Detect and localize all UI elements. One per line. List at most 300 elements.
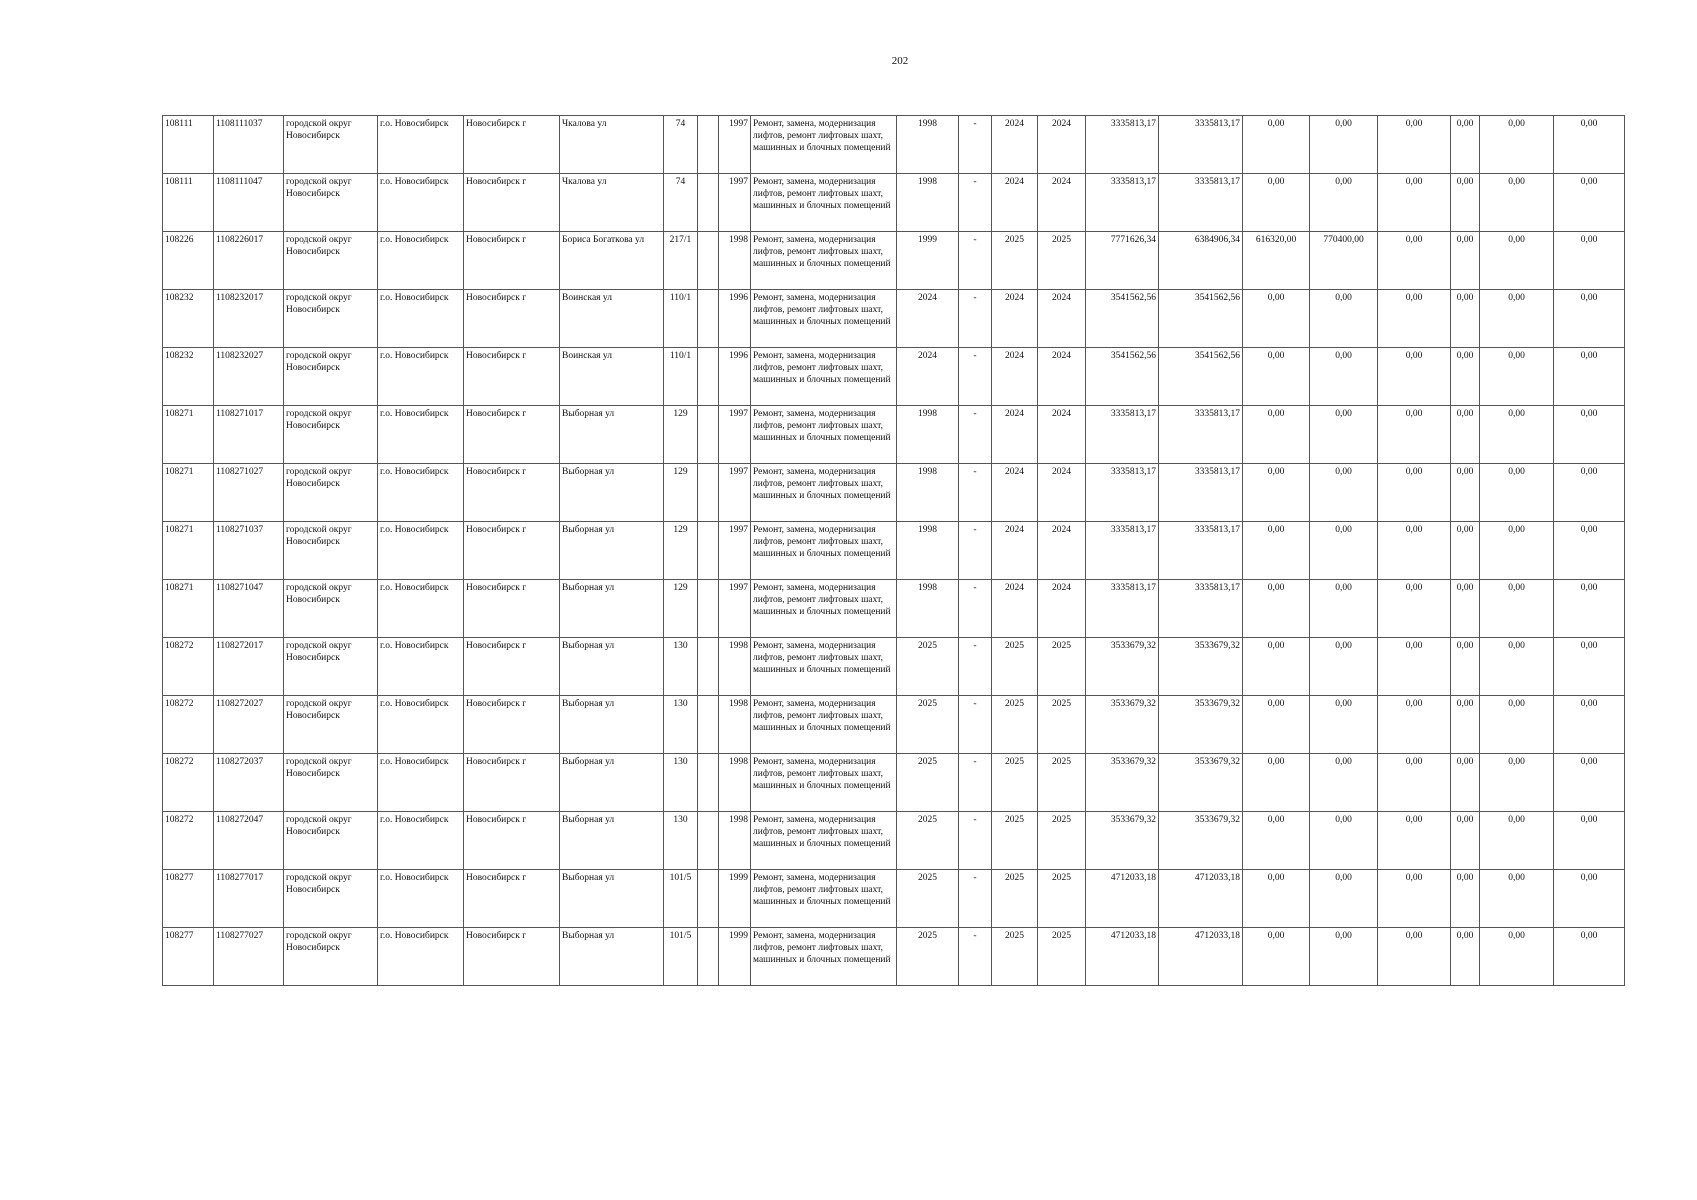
cell-cost-col-6: 0,00 (1554, 348, 1625, 406)
cell-city: Новосибирск г (464, 696, 560, 754)
cell-dash-cell: - (959, 928, 992, 986)
cell-city: Новосибирск г (464, 290, 560, 348)
cell-plan-end-year: 2025 (1038, 812, 1086, 870)
cell-object-code: 108272 (163, 696, 214, 754)
cell-cost-col-6: 0,00 (1554, 174, 1625, 232)
cell-street: Выборная ул (560, 638, 664, 696)
cell-element-code: 1108271027 (214, 464, 284, 522)
cell-cost-col-5: 0,00 (1480, 290, 1554, 348)
cell-cost-col-6: 0,00 (1554, 754, 1625, 812)
cell-plan-start-year: 2025 (992, 232, 1038, 290)
table-row (163, 116, 1625, 174)
cell-cost-col-2: 0,00 (1310, 580, 1378, 638)
cell-cost-col-2: 0,00 (1310, 522, 1378, 580)
cell-cost-col-5: 0,00 (1480, 696, 1554, 754)
cell-object-code: 108277 (163, 928, 214, 986)
cell-last-repair-year: 1999 (897, 232, 959, 290)
cell-cost-col-2: 0,00 (1310, 928, 1378, 986)
page-number: 202 (891, 55, 909, 67)
cell-total-cost: 3335813,17 (1086, 406, 1159, 464)
cell-element-code: 1108277027 (214, 928, 284, 986)
cell-building-letter (698, 348, 719, 406)
cell-street: Выборная ул (560, 812, 664, 870)
cell-plan-start-year: 2025 (992, 754, 1038, 812)
cell-element-code: 1108232027 (214, 348, 284, 406)
cell-city: Новосибирск г (464, 522, 560, 580)
cell-street: Бориса Богаткова ул (560, 232, 664, 290)
cell-work-type: Ремонт, замена, модернизация лифтов, ремонт лифтовых шахт, машинных и блочных помещений (751, 290, 897, 348)
cell-last-repair-year: 1998 (897, 406, 959, 464)
cell-work-type: Ремонт, замена, модернизация лифтов, ремонт лифтовых шахт, машинных и блочных помещений (751, 928, 897, 986)
cell-dash-cell: - (959, 696, 992, 754)
cell-house-number: 101/5 (664, 928, 698, 986)
cell-municipality: городской округ Новосибирск (284, 580, 378, 638)
cell-dash-cell: - (959, 464, 992, 522)
cell-cost-col-4: 0,00 (1451, 174, 1480, 232)
cell-city: Новосибирск г (464, 464, 560, 522)
cell-plan-end-year: 2025 (1038, 870, 1086, 928)
cell-total-cost: 3335813,17 (1086, 464, 1159, 522)
cell-dash-cell: - (959, 870, 992, 928)
cell-object-code: 108111 (163, 174, 214, 232)
cell-element-code: 1108271017 (214, 406, 284, 464)
cell-work-type: Ремонт, замена, модернизация лифтов, ремонт лифтовых шахт, машинных и блочных помещений (751, 522, 897, 580)
cell-cost-col-5: 0,00 (1480, 928, 1554, 986)
cell-cost-col-5: 0,00 (1480, 812, 1554, 870)
cell-work-type: Ремонт, замена, модернизация лифтов, ремонт лифтовых шахт, машинных и блочных помещений (751, 406, 897, 464)
cell-element-code: 1108272037 (214, 754, 284, 812)
cell-cost-col-2: 0,00 (1310, 116, 1378, 174)
cell-municipality: городской округ Новосибирск (284, 638, 378, 696)
cell-year-built: 1997 (719, 464, 751, 522)
cell-cost-col-3: 0,00 (1378, 464, 1451, 522)
cell-cost-col-2: 0,00 (1310, 290, 1378, 348)
cell-settlement: г.о. Новосибирск (378, 464, 464, 522)
cell-object-code: 108271 (163, 464, 214, 522)
cell-cost-col-1: 0,00 (1243, 928, 1310, 986)
cell-cost-col-4: 0,00 (1451, 580, 1480, 638)
cell-plan-end-year: 2024 (1038, 290, 1086, 348)
cell-object-code: 108271 (163, 406, 214, 464)
cell-plan-start-year: 2024 (992, 406, 1038, 464)
cell-settlement: г.о. Новосибирск (378, 174, 464, 232)
cell-plan-start-year: 2024 (992, 116, 1038, 174)
cell-object-code: 108232 (163, 348, 214, 406)
cell-cost-col-2: 0,00 (1310, 870, 1378, 928)
cell-cost-col-3: 0,00 (1378, 522, 1451, 580)
cell-cost-col-6: 0,00 (1554, 928, 1625, 986)
cell-fund-cost: 3533679,32 (1159, 638, 1243, 696)
cell-cost-col-4: 0,00 (1451, 870, 1480, 928)
cell-settlement: г.о. Новосибирск (378, 580, 464, 638)
cell-total-cost: 3541562,56 (1086, 290, 1159, 348)
cell-municipality: городской округ Новосибирск (284, 232, 378, 290)
cell-cost-col-3: 0,00 (1378, 348, 1451, 406)
cell-cost-col-1: 0,00 (1243, 870, 1310, 928)
cell-element-code: 1108111047 (214, 174, 284, 232)
cell-dash-cell: - (959, 406, 992, 464)
cell-total-cost: 4712033,18 (1086, 870, 1159, 928)
cell-element-code: 1108272047 (214, 812, 284, 870)
cell-cost-col-1: 0,00 (1243, 638, 1310, 696)
cell-cost-col-6: 0,00 (1554, 116, 1625, 174)
cell-plan-start-year: 2024 (992, 348, 1038, 406)
cell-last-repair-year: 2024 (897, 290, 959, 348)
registry-body (163, 116, 1625, 986)
cell-year-built: 1998 (719, 812, 751, 870)
cell-cost-col-4: 0,00 (1451, 232, 1480, 290)
cell-building-letter (698, 638, 719, 696)
cell-work-type: Ремонт, замена, модернизация лифтов, ремонт лифтовых шахт, машинных и блочных помещений (751, 232, 897, 290)
cell-cost-col-3: 0,00 (1378, 928, 1451, 986)
cell-city: Новосибирск г (464, 754, 560, 812)
cell-element-code: 1108232017 (214, 290, 284, 348)
cell-total-cost: 3533679,32 (1086, 754, 1159, 812)
cell-house-number: 129 (664, 464, 698, 522)
cell-house-number: 101/5 (664, 870, 698, 928)
cell-municipality: городской округ Новосибирск (284, 174, 378, 232)
cell-plan-start-year: 2024 (992, 464, 1038, 522)
table-row (163, 406, 1625, 464)
cell-total-cost: 3335813,17 (1086, 580, 1159, 638)
cell-last-repair-year: 2025 (897, 812, 959, 870)
cell-work-type: Ремонт, замена, модернизация лифтов, ремонт лифтовых шахт, машинных и блочных помещений (751, 754, 897, 812)
cell-city: Новосибирск г (464, 348, 560, 406)
cell-year-built: 1997 (719, 522, 751, 580)
cell-municipality: городской округ Новосибирск (284, 116, 378, 174)
cell-cost-col-2: 0,00 (1310, 754, 1378, 812)
cell-work-type: Ремонт, замена, модернизация лифтов, ремонт лифтовых шахт, машинных и блочных помещений (751, 870, 897, 928)
cell-plan-end-year: 2025 (1038, 928, 1086, 986)
cell-element-code: 1108226017 (214, 232, 284, 290)
table-row (163, 580, 1625, 638)
table-row (163, 754, 1625, 812)
cell-plan-start-year: 2025 (992, 928, 1038, 986)
cell-cost-col-3: 0,00 (1378, 638, 1451, 696)
table-row (163, 870, 1625, 928)
cell-year-built: 1998 (719, 696, 751, 754)
cell-cost-col-6: 0,00 (1554, 290, 1625, 348)
cell-plan-end-year: 2025 (1038, 754, 1086, 812)
cell-city: Новосибирск г (464, 406, 560, 464)
cell-cost-col-4: 0,00 (1451, 464, 1480, 522)
cell-cost-col-3: 0,00 (1378, 754, 1451, 812)
cell-work-type: Ремонт, замена, модернизация лифтов, ремонт лифтовых шахт, машинных и блочных помещений (751, 174, 897, 232)
cell-cost-col-5: 0,00 (1480, 870, 1554, 928)
cell-building-letter (698, 464, 719, 522)
cell-total-cost: 3335813,17 (1086, 522, 1159, 580)
cell-city: Новосибирск г (464, 928, 560, 986)
cell-total-cost: 3533679,32 (1086, 812, 1159, 870)
cell-year-built: 1996 (719, 290, 751, 348)
cell-street: Выборная ул (560, 754, 664, 812)
cell-object-code: 108277 (163, 870, 214, 928)
cell-year-built: 1997 (719, 406, 751, 464)
cell-building-letter (698, 928, 719, 986)
cell-plan-end-year: 2025 (1038, 696, 1086, 754)
cell-street: Воинская ул (560, 290, 664, 348)
cell-plan-start-year: 2024 (992, 290, 1038, 348)
cell-plan-start-year: 2024 (992, 522, 1038, 580)
cell-cost-col-1: 0,00 (1243, 464, 1310, 522)
cell-city: Новосибирск г (464, 580, 560, 638)
cell-street: Выборная ул (560, 522, 664, 580)
registry-table (162, 115, 1625, 986)
cell-city: Новосибирск г (464, 174, 560, 232)
cell-settlement: г.о. Новосибирск (378, 638, 464, 696)
cell-last-repair-year: 1998 (897, 580, 959, 638)
cell-plan-end-year: 2024 (1038, 348, 1086, 406)
cell-building-letter (698, 754, 719, 812)
cell-cost-col-2: 0,00 (1310, 406, 1378, 464)
cell-fund-cost: 4712033,18 (1159, 870, 1243, 928)
cell-settlement: г.о. Новосибирск (378, 812, 464, 870)
cell-element-code: 1108271047 (214, 580, 284, 638)
cell-plan-start-year: 2025 (992, 812, 1038, 870)
cell-settlement: г.о. Новосибирск (378, 870, 464, 928)
table-row (163, 348, 1625, 406)
cell-fund-cost: 6384906,34 (1159, 232, 1243, 290)
cell-total-cost: 3533679,32 (1086, 696, 1159, 754)
cell-dash-cell: - (959, 232, 992, 290)
cell-object-code: 108272 (163, 812, 214, 870)
cell-plan-end-year: 2025 (1038, 232, 1086, 290)
cell-work-type: Ремонт, замена, модернизация лифтов, ремонт лифтовых шахт, машинных и блочных помещений (751, 348, 897, 406)
cell-building-letter (698, 870, 719, 928)
cell-cost-col-1: 0,00 (1243, 348, 1310, 406)
cell-settlement: г.о. Новосибирск (378, 406, 464, 464)
cell-object-code: 108111 (163, 116, 214, 174)
cell-house-number: 129 (664, 580, 698, 638)
cell-building-letter (698, 522, 719, 580)
table-row (163, 638, 1625, 696)
cell-municipality: городской округ Новосибирск (284, 348, 378, 406)
cell-municipality: городской округ Новосибирск (284, 870, 378, 928)
cell-plan-end-year: 2024 (1038, 174, 1086, 232)
cell-year-built: 1999 (719, 928, 751, 986)
cell-fund-cost: 3335813,17 (1159, 116, 1243, 174)
cell-total-cost: 3335813,17 (1086, 174, 1159, 232)
table-row (163, 464, 1625, 522)
cell-last-repair-year: 1998 (897, 174, 959, 232)
table-row (163, 522, 1625, 580)
cell-year-built: 1997 (719, 174, 751, 232)
cell-house-number: 130 (664, 754, 698, 812)
cell-fund-cost: 3335813,17 (1159, 406, 1243, 464)
cell-cost-col-6: 0,00 (1554, 464, 1625, 522)
cell-cost-col-5: 0,00 (1480, 232, 1554, 290)
cell-cost-col-1: 0,00 (1243, 696, 1310, 754)
cell-municipality: городской округ Новосибирск (284, 928, 378, 986)
cell-last-repair-year: 1998 (897, 116, 959, 174)
cell-building-letter (698, 812, 719, 870)
cell-settlement: г.о. Новосибирск (378, 696, 464, 754)
cell-fund-cost: 3335813,17 (1159, 580, 1243, 638)
cell-dash-cell: - (959, 522, 992, 580)
cell-fund-cost: 3541562,56 (1159, 290, 1243, 348)
cell-street: Выборная ул (560, 464, 664, 522)
cell-dash-cell: - (959, 754, 992, 812)
cell-house-number: 129 (664, 522, 698, 580)
cell-cost-col-4: 0,00 (1451, 348, 1480, 406)
cell-plan-end-year: 2025 (1038, 638, 1086, 696)
cell-cost-col-3: 0,00 (1378, 812, 1451, 870)
cell-dash-cell: - (959, 638, 992, 696)
cell-cost-col-3: 0,00 (1378, 174, 1451, 232)
cell-city: Новосибирск г (464, 116, 560, 174)
table-row (163, 232, 1625, 290)
cell-house-number: 110/1 (664, 290, 698, 348)
cell-fund-cost: 4712033,18 (1159, 928, 1243, 986)
cell-cost-col-6: 0,00 (1554, 812, 1625, 870)
cell-dash-cell: - (959, 290, 992, 348)
cell-object-code: 108271 (163, 522, 214, 580)
cell-cost-col-3: 0,00 (1378, 116, 1451, 174)
cell-last-repair-year: 2025 (897, 696, 959, 754)
cell-cost-col-2: 0,00 (1310, 638, 1378, 696)
cell-dash-cell: - (959, 812, 992, 870)
cell-object-code: 108271 (163, 580, 214, 638)
cell-last-repair-year: 1998 (897, 464, 959, 522)
cell-plan-end-year: 2024 (1038, 116, 1086, 174)
cell-year-built: 1999 (719, 870, 751, 928)
cell-plan-start-year: 2024 (992, 580, 1038, 638)
cell-street: Чкалова ул (560, 116, 664, 174)
cell-house-number: 74 (664, 116, 698, 174)
cell-total-cost: 3533679,32 (1086, 638, 1159, 696)
cell-cost-col-2: 0,00 (1310, 696, 1378, 754)
cell-work-type: Ремонт, замена, модернизация лифтов, ремонт лифтовых шахт, машинных и блочных помещений (751, 812, 897, 870)
cell-plan-end-year: 2024 (1038, 580, 1086, 638)
cell-building-letter (698, 232, 719, 290)
cell-plan-start-year: 2025 (992, 638, 1038, 696)
cell-last-repair-year: 1998 (897, 522, 959, 580)
cell-municipality: городской округ Новосибирск (284, 812, 378, 870)
cell-building-letter (698, 174, 719, 232)
cell-settlement: г.о. Новосибирск (378, 522, 464, 580)
cell-settlement: г.о. Новосибирск (378, 290, 464, 348)
cell-cost-col-2: 0,00 (1310, 348, 1378, 406)
cell-work-type: Ремонт, замена, модернизация лифтов, ремонт лифтовых шахт, машинных и блочных помещений (751, 464, 897, 522)
cell-total-cost: 3335813,17 (1086, 116, 1159, 174)
cell-cost-col-3: 0,00 (1378, 696, 1451, 754)
cell-work-type: Ремонт, замена, модернизация лифтов, ремонт лифтовых шахт, машинных и блочных помещений (751, 638, 897, 696)
cell-cost-col-6: 0,00 (1554, 638, 1625, 696)
cell-cost-col-3: 0,00 (1378, 870, 1451, 928)
cell-fund-cost: 3335813,17 (1159, 174, 1243, 232)
cell-cost-col-3: 0,00 (1378, 580, 1451, 638)
cell-street: Чкалова ул (560, 174, 664, 232)
cell-cost-col-6: 0,00 (1554, 580, 1625, 638)
cell-object-code: 108232 (163, 290, 214, 348)
cell-house-number: 129 (664, 406, 698, 464)
cell-plan-end-year: 2024 (1038, 522, 1086, 580)
cell-cost-col-3: 0,00 (1378, 406, 1451, 464)
cell-cost-col-4: 0,00 (1451, 812, 1480, 870)
cell-work-type: Ремонт, замена, модернизация лифтов, ремонт лифтовых шахт, машинных и блочных помещений (751, 116, 897, 174)
cell-municipality: городской округ Новосибирск (284, 290, 378, 348)
cell-dash-cell: - (959, 580, 992, 638)
cell-building-letter (698, 406, 719, 464)
cell-year-built: 1996 (719, 348, 751, 406)
cell-house-number: 130 (664, 812, 698, 870)
cell-plan-start-year: 2025 (992, 696, 1038, 754)
cell-settlement: г.о. Новосибирск (378, 348, 464, 406)
cell-house-number: 130 (664, 696, 698, 754)
cell-cost-col-4: 0,00 (1451, 116, 1480, 174)
cell-dash-cell: - (959, 174, 992, 232)
cell-cost-col-1: 0,00 (1243, 754, 1310, 812)
cell-municipality: городской округ Новосибирск (284, 754, 378, 812)
cell-dash-cell: - (959, 348, 992, 406)
cell-fund-cost: 3335813,17 (1159, 522, 1243, 580)
cell-work-type: Ремонт, замена, модернизация лифтов, ремонт лифтовых шахт, машинных и блочных помещений (751, 580, 897, 638)
cell-cost-col-2: 0,00 (1310, 812, 1378, 870)
cell-cost-col-4: 0,00 (1451, 754, 1480, 812)
cell-year-built: 1998 (719, 754, 751, 812)
cell-building-letter (698, 580, 719, 638)
cell-object-code: 108272 (163, 754, 214, 812)
cell-last-repair-year: 2025 (897, 928, 959, 986)
cell-plan-start-year: 2025 (992, 870, 1038, 928)
cell-municipality: городской округ Новосибирск (284, 464, 378, 522)
cell-last-repair-year: 2025 (897, 638, 959, 696)
cell-cost-col-5: 0,00 (1480, 116, 1554, 174)
cell-cost-col-4: 0,00 (1451, 290, 1480, 348)
table-row (163, 290, 1625, 348)
cell-fund-cost: 3541562,56 (1159, 348, 1243, 406)
cell-last-repair-year: 2025 (897, 754, 959, 812)
cell-cost-col-5: 0,00 (1480, 348, 1554, 406)
cell-year-built: 1997 (719, 580, 751, 638)
cell-year-built: 1998 (719, 638, 751, 696)
cell-cost-col-5: 0,00 (1480, 580, 1554, 638)
cell-house-number: 130 (664, 638, 698, 696)
cell-house-number: 217/1 (664, 232, 698, 290)
cell-element-code: 1108272027 (214, 696, 284, 754)
cell-house-number: 74 (664, 174, 698, 232)
cell-municipality: городской округ Новосибирск (284, 406, 378, 464)
cell-year-built: 1997 (719, 116, 751, 174)
cell-street: Выборная ул (560, 406, 664, 464)
cell-municipality: городской округ Новосибирск (284, 696, 378, 754)
cell-cost-col-4: 0,00 (1451, 522, 1480, 580)
cell-municipality: городской округ Новосибирск (284, 522, 378, 580)
cell-work-type: Ремонт, замена, модернизация лифтов, ремонт лифтовых шахт, машинных и блочных помещений (751, 696, 897, 754)
cell-fund-cost: 3533679,32 (1159, 696, 1243, 754)
cell-cost-col-5: 0,00 (1480, 406, 1554, 464)
cell-house-number: 110/1 (664, 348, 698, 406)
cell-cost-col-1: 616320,00 (1243, 232, 1310, 290)
cell-plan-end-year: 2024 (1038, 464, 1086, 522)
cell-cost-col-5: 0,00 (1480, 638, 1554, 696)
cell-cost-col-1: 0,00 (1243, 522, 1310, 580)
cell-cost-col-3: 0,00 (1378, 232, 1451, 290)
table-row (163, 174, 1625, 232)
cell-fund-cost: 3533679,32 (1159, 812, 1243, 870)
cell-cost-col-6: 0,00 (1554, 232, 1625, 290)
cell-cost-col-2: 0,00 (1310, 174, 1378, 232)
cell-plan-end-year: 2024 (1038, 406, 1086, 464)
cell-element-code: 1108111037 (214, 116, 284, 174)
cell-last-repair-year: 2024 (897, 348, 959, 406)
cell-dash-cell: - (959, 116, 992, 174)
cell-building-letter (698, 696, 719, 754)
table-row (163, 696, 1625, 754)
cell-city: Новосибирск г (464, 870, 560, 928)
cell-settlement: г.о. Новосибирск (378, 116, 464, 174)
cell-cost-col-5: 0,00 (1480, 754, 1554, 812)
